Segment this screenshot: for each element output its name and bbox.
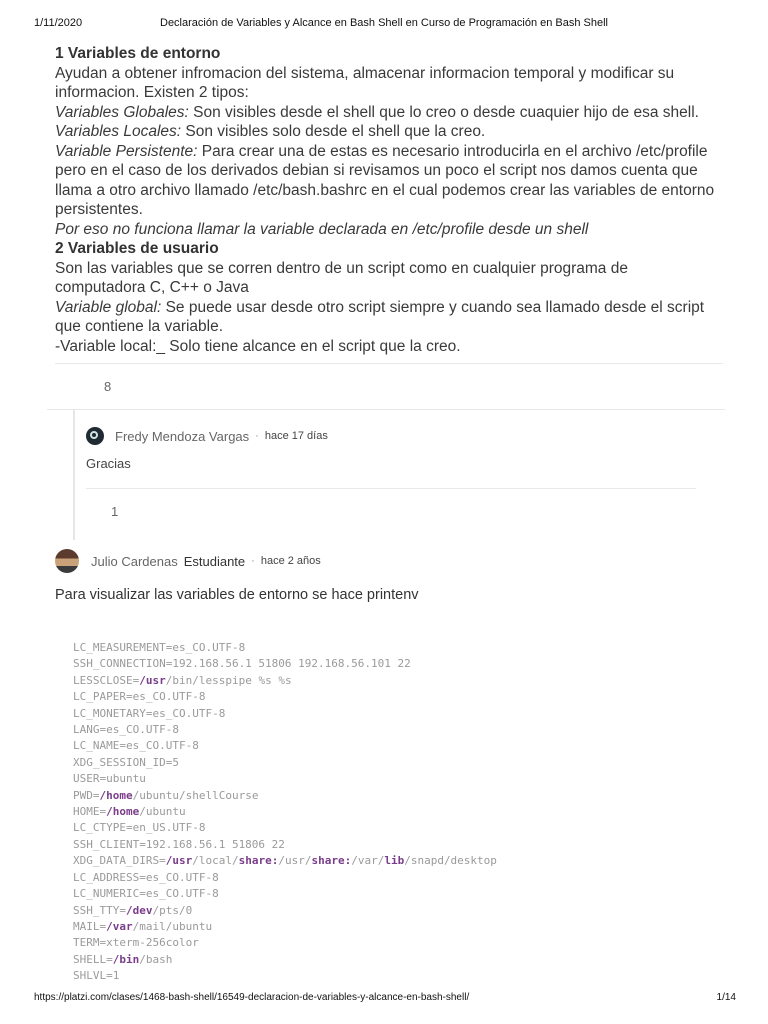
- code-line: [73, 707, 225, 720]
- code-line: [73, 641, 245, 654]
- page-number: 1/14: [716, 992, 736, 1003]
- avatar[interactable]: [86, 427, 104, 445]
- code-text: HOME=: [73, 805, 107, 819]
- code-path-keyword: /bin: [112, 952, 140, 966]
- code-line: [73, 920, 212, 933]
- persistent-var-text: Para crear una de estas es necesario introducirla en el archivo /etc/profile pero en el caso de los derivados debian si revisamos un poco el script nos damos cuenta que llama a otro archivo llamado /etc/bash.bashrc en el cual podemos crear las variables de entorno persistentes.: [55, 142, 715, 218]
- code-text: /mail/ubuntu: [132, 919, 213, 933]
- heading-entorno: 1 Variables de entorno: [55, 45, 221, 62]
- code-text: /pts/0: [152, 903, 193, 917]
- code-text: PWD=: [73, 788, 100, 802]
- code-text: /bash: [139, 952, 173, 966]
- code-line: [73, 854, 497, 867]
- print-date: 1/11/2020: [34, 17, 83, 29]
- user-vars-intro: Son las variables que se corren dentro de un script como en cualquier programa de computadora C, C++ o Java: [55, 259, 628, 296]
- code-text: LC_NUMERIC=es_CO.UTF-8: [73, 887, 219, 901]
- code-text: /var/: [351, 854, 385, 868]
- code-text: LC_NAME=es_CO.UTF-8: [73, 739, 199, 753]
- code-path-keyword: /home: [106, 805, 140, 819]
- code-text: LC_MONETARY=es_CO.UTF-8: [73, 706, 226, 720]
- code-text: /ubuntu: [139, 805, 186, 819]
- code-path-keyword: share:: [238, 854, 279, 868]
- profile-note: Por eso no funciona llamar la variable declarada en /etc/profile desde un shell: [55, 220, 589, 238]
- code-line: [73, 838, 285, 851]
- divider: [47, 409, 725, 410]
- code-path-keyword: /home: [99, 788, 133, 802]
- divider: [86, 488, 696, 489]
- code-line: [73, 887, 219, 900]
- reply-thread-line: [73, 409, 75, 540]
- code-text: LC_ADDRESS=es_CO.UTF-8: [73, 870, 219, 884]
- code-block: [73, 640, 497, 985]
- author-role: Estudiante: [183, 553, 246, 569]
- code-text: LESSCLOSE=: [73, 673, 140, 687]
- print-url: https://platzi.com/clases/1468-bash-shell/16549-declaracion-de-variables-y-alcance-en-bash-shell/: [34, 992, 470, 1003]
- local-vars-label: Variables Locales:: [55, 123, 182, 140]
- code-text: LC_PAPER=es_CO.UTF-8: [73, 690, 206, 704]
- code-path-keyword: /usr: [139, 673, 166, 687]
- code-text: SHELL=: [73, 952, 113, 966]
- intro-paragraph: Ayudan a obtener infromacion del sistema, almacenar informacion temporal y modificar su informacion. Existen 2 tipos:: [55, 64, 675, 101]
- heading-usuario: 2 Variables de usuario: [55, 240, 219, 257]
- code-text: XDG_SESSION_ID=5: [73, 755, 179, 769]
- code-text: SSH_CLIENT=192.168.56.1 51806 22: [73, 837, 285, 851]
- persistent-var-paragraph: [55, 142, 715, 220]
- code-text: /bin/lesspipe %s %s: [165, 673, 292, 687]
- code-text: /local/: [192, 854, 239, 868]
- code-line: [73, 821, 205, 834]
- persistent-var-label: Variable Persistente:: [55, 142, 198, 160]
- global-vars-paragraph: [55, 103, 715, 123]
- code-path-keyword: /usr: [165, 854, 193, 868]
- code-line: [73, 871, 219, 884]
- variable-global-text: Se puede usar desde otro script siempre y cuando sea llamado desde el script que contiene la variable.: [55, 298, 705, 335]
- code-text: TERM=xterm-256color: [73, 936, 199, 950]
- code-path-keyword: /var: [106, 919, 133, 933]
- code-path-keyword: share:: [311, 854, 352, 868]
- local-vars-paragraph: [55, 122, 715, 142]
- code-line: [73, 789, 258, 802]
- separator: ·: [255, 430, 259, 442]
- comment-text: Para visualizar las variables de entorno se hace printenv: [55, 587, 419, 603]
- code-line: [73, 657, 411, 670]
- code-text: LC_MEASUREMENT=es_CO.UTF-8: [73, 641, 246, 654]
- author-name[interactable]: Fredy Mendoza Vargas: [115, 428, 250, 444]
- local-vars-text: Son visibles solo desde el shell que la creo.: [181, 123, 486, 140]
- vote-count[interactable]: 1: [111, 504, 119, 519]
- code-line: [73, 756, 179, 769]
- code-line: [73, 969, 119, 982]
- code-line: [73, 805, 186, 818]
- comment-body: [55, 44, 715, 356]
- code-line: [73, 739, 199, 752]
- global-vars-label: Variables Globales:: [55, 103, 189, 121]
- timestamp: hace 17 días: [264, 430, 328, 442]
- code-text: /usr/: [278, 854, 312, 868]
- code-text: /ubuntu/shellCourse: [132, 788, 259, 802]
- comment-author-row: [55, 549, 321, 573]
- code-line: [73, 953, 172, 966]
- code-text: USER=ubuntu: [73, 772, 146, 786]
- variable-global-paragraph: [55, 298, 715, 337]
- code-line: [73, 674, 292, 687]
- code-line: [73, 904, 192, 917]
- code-line: [73, 723, 179, 736]
- code-line: [73, 690, 205, 703]
- code-text: /snapd/desktop: [404, 854, 497, 868]
- code-line: [73, 772, 146, 785]
- variable-global-label: Variable global:: [55, 298, 162, 316]
- code-line: [73, 936, 199, 949]
- code-text: XDG_DATA_DIRS=: [73, 854, 166, 868]
- divider: [55, 363, 723, 364]
- code-text: SSH_CONNECTION=192.168.56.1 51806 192.168.56.101 22: [73, 657, 411, 671]
- print-title: Declaración de Variables y Alcance en Bash Shell en Curso de Programación en Bash Shell: [160, 17, 608, 29]
- separator: ·: [251, 555, 255, 567]
- code-text: SHLVL=1: [73, 969, 120, 983]
- reply-text: Gracias: [86, 456, 131, 471]
- avatar[interactable]: [55, 549, 79, 573]
- code-text: LANG=es_CO.UTF-8: [73, 723, 179, 737]
- variable-local-paragraph: -Variable local:_ Solo tiene alcance en el script que la creo.: [55, 337, 461, 355]
- reply-author-row: [86, 427, 328, 445]
- code-text: MAIL=: [73, 919, 107, 933]
- code-text: LC_CTYPE=en_US.UTF-8: [73, 821, 206, 835]
- code-path-keyword: /dev: [125, 903, 153, 917]
- code-text: SSH_TTY=: [73, 903, 126, 917]
- global-vars-text: Son visibles desde el shell que lo creo o desde cuaquier hijo de esa shell.: [188, 103, 699, 121]
- code-path-keyword: lib: [384, 854, 405, 868]
- author-name[interactable]: Julio Cardenas: [91, 553, 178, 569]
- vote-count[interactable]: 8: [104, 379, 112, 394]
- timestamp: hace 2 años: [260, 555, 321, 567]
